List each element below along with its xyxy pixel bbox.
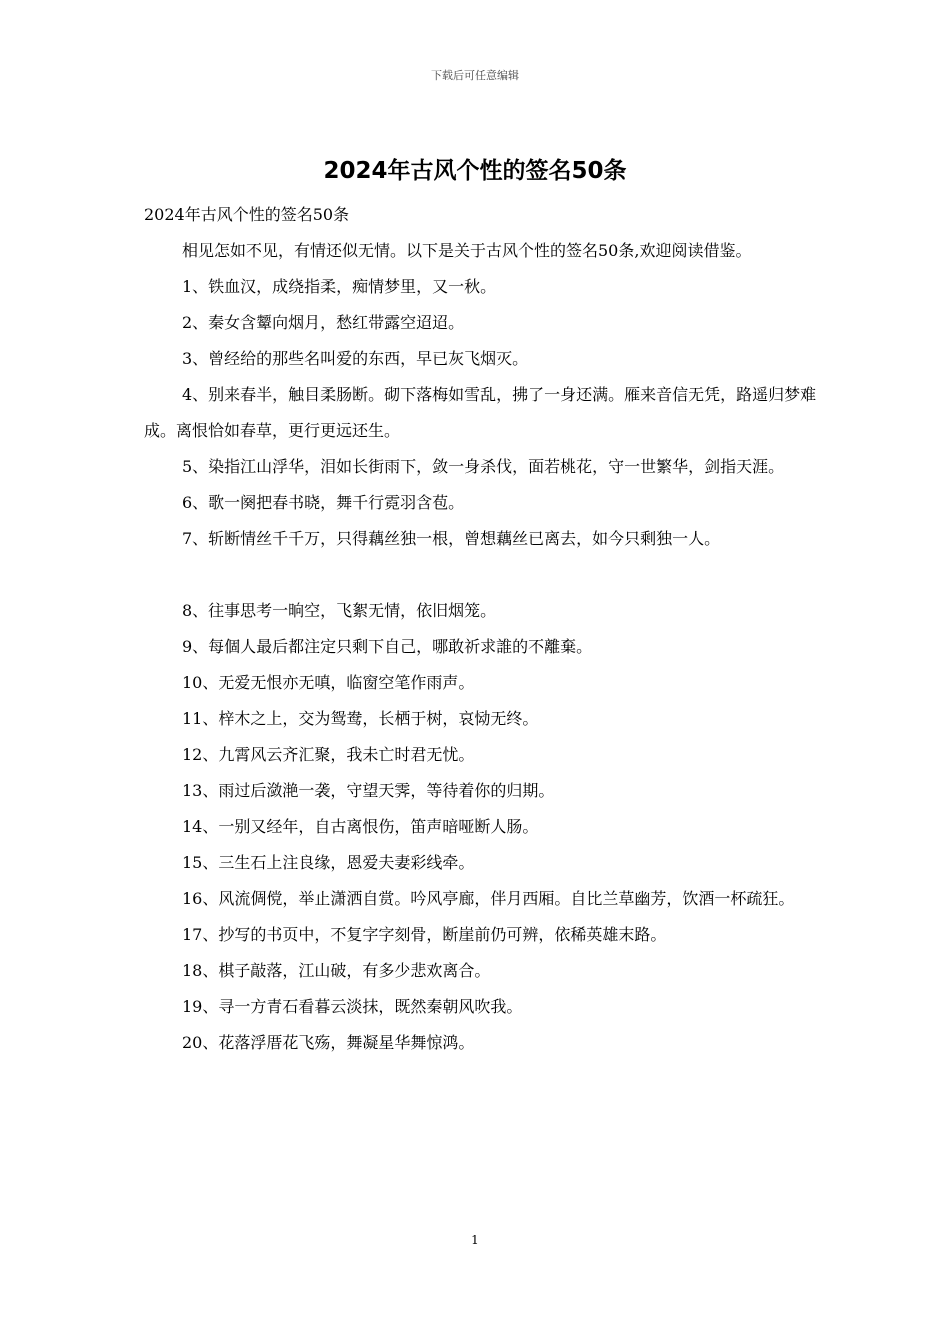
list-item: 8、往事思考一晌空，飞絮无情，依旧烟笼。	[182, 601, 497, 620]
page-number: 1	[471, 1233, 479, 1247]
list-item: 6、歌一阕把春书晓，舞千行霓羽含苞。	[182, 493, 465, 512]
blank-line	[144, 557, 824, 593]
page-header-note: 下载后可任意编辑	[431, 69, 519, 82]
list-item: 13、雨过后潋滟一袭，守望天霁，等待着你的归期。	[182, 781, 555, 800]
list-item: 17、抄写的书页中，不复字字刻骨，断崖前仍可辨，依稀英雄末路。	[182, 925, 667, 944]
list-item: 10、无爱无恨亦无嗔，临窗空笔作雨声。	[182, 673, 475, 692]
list-item: 11、梓木之上，交为鸳鸯，长栖于树，哀恸无终。	[182, 709, 539, 728]
list-item: 18、棋子敲落，江山破，有多少悲欢离合。	[182, 961, 491, 980]
list-item: 12、九霄风云齐汇聚，我未亡时君无忧。	[182, 745, 475, 764]
document-title: 2024年古风个性的签名50条	[323, 158, 627, 184]
list-item: 9、每個人最后都注定只剩下自己，哪敢祈求誰的不離棄。	[182, 637, 593, 656]
list-item: 2、秦女含颦向烟月，愁红带露空迢迢。	[182, 313, 465, 332]
list-item: 5、染指江山浮华，泪如长街雨下，敛一身杀伐，面若桃花，守一世繁华，剑指天涯。	[182, 457, 785, 476]
list-item: 15、三生石上注良缘，恩爱夫妻彩线牵。	[182, 853, 475, 872]
list-item: 19、寻一方青石看暮云淡抹，既然秦朝风吹我。	[182, 997, 523, 1016]
list-item: 20、花落浮厝花飞殇，舞凝星华舞惊鸿。	[182, 1033, 475, 1052]
list-item: 16、风流倜傥，举止潇洒自赏。吟风亭廊，伴月西厢。自比兰草幽芳，饮酒一杯疏狂。	[182, 889, 795, 908]
list-item: 4、别来春半，触目柔肠断。砌下落梅如雪乱，拂了一身还满。雁来音信无凭，路遥归梦难成。离恨恰如春草，更行更远还生。	[144, 385, 817, 440]
intro-paragraph: 相见怎如不见，有情还似无情。以下是关于古风个性的签名50条,欢迎阅读借鉴。	[182, 241, 752, 260]
list-item: 3、曾经给的那些名叫爱的东西，早已灰飞烟灭。	[182, 349, 529, 368]
document-body	[144, 197, 824, 1061]
document-subtitle: 2024年古风个性的签名50条	[144, 205, 350, 224]
list-item: 14、一别又经年，自古离恨伤，笛声暗哑断人肠。	[182, 817, 539, 836]
list-item: 1、铁血汉，成绕指柔，痴情梦里，又一秋。	[182, 277, 497, 296]
list-item: 7、斩断情丝千千万，只得藕丝独一根，曾想藕丝已离去，如今只剩独一人。	[182, 529, 721, 548]
